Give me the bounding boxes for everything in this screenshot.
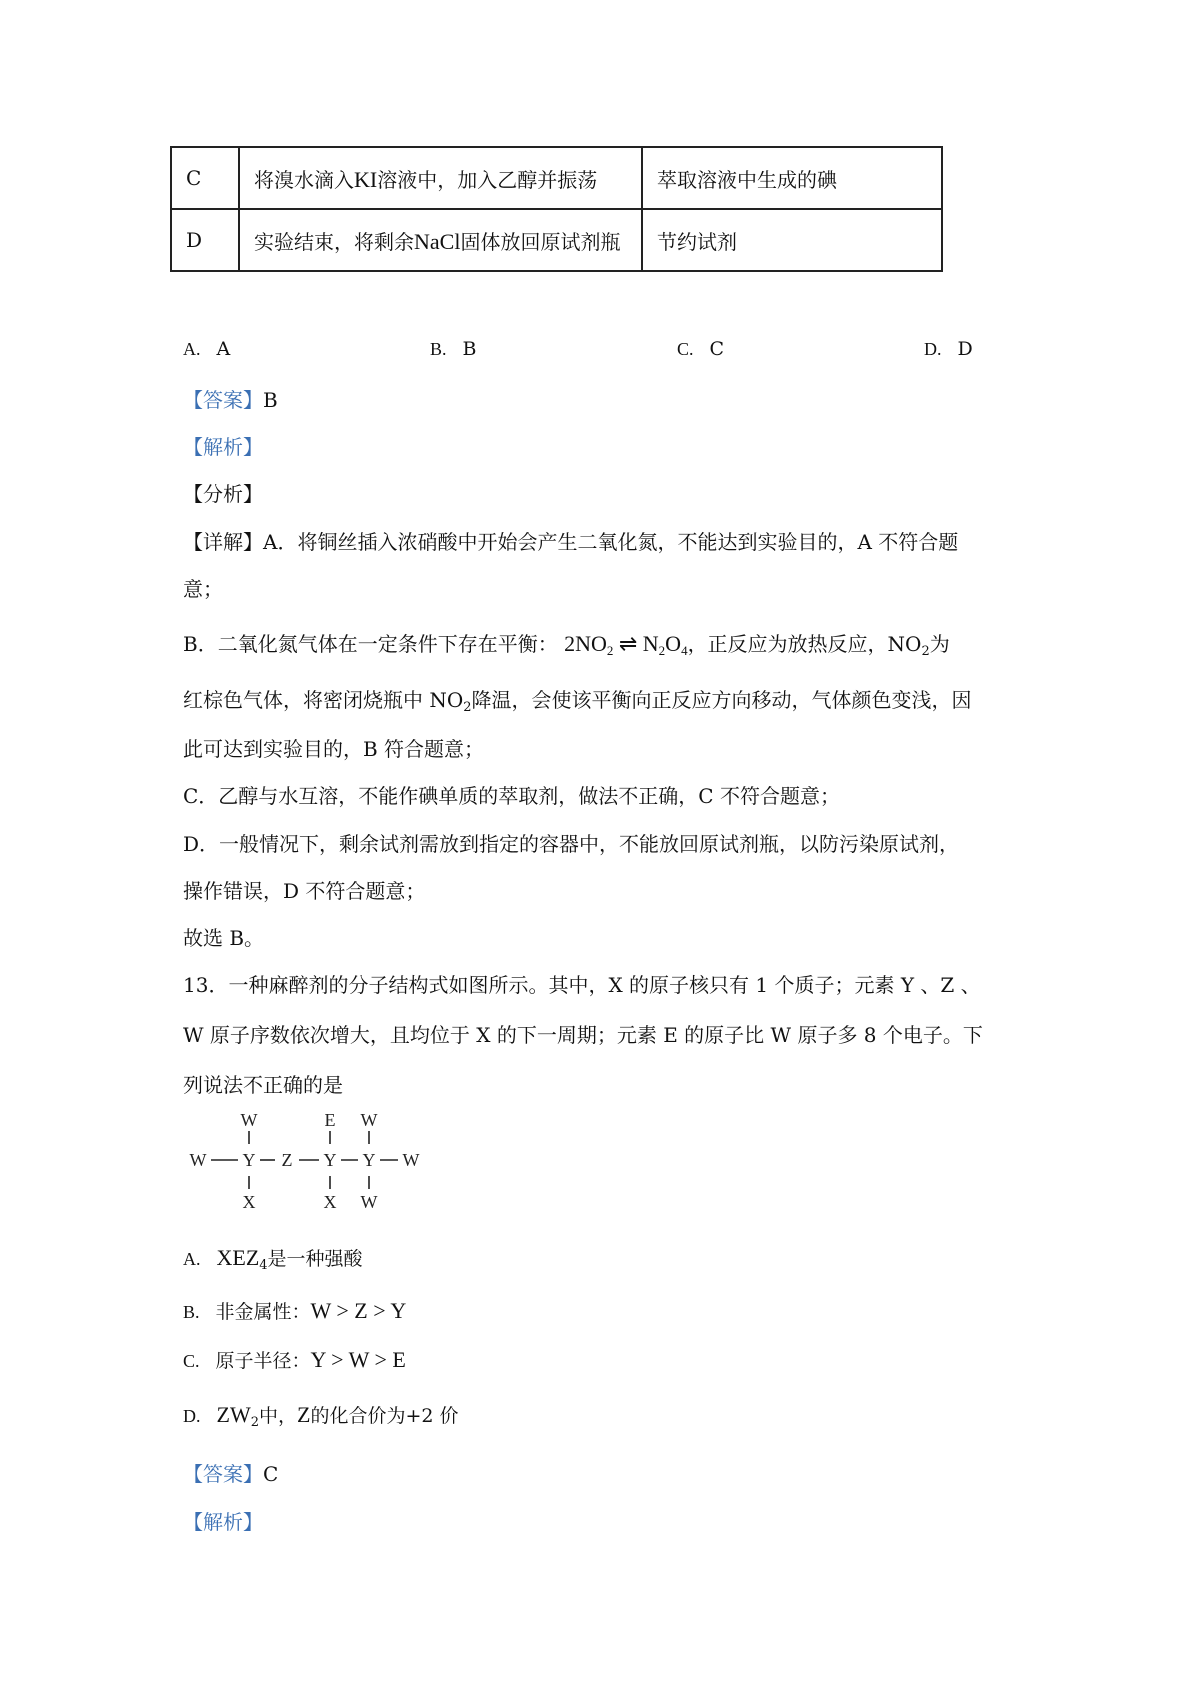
atom-x-bottom: X <box>323 1192 337 1212</box>
atom-y1: Y <box>242 1150 256 1170</box>
q13-choice-d: D. $ZW_2$中，Z的化合价为+2 价 <box>183 1402 459 1430</box>
detail-d-line1: D．一般情况下，剩余试剂需放到指定的容器中，不能放回原试剂瓶，以防污染原试剂， <box>183 832 960 856</box>
table-row <box>171 209 942 271</box>
options-table <box>170 146 943 272</box>
atom-x-bottom-left: X <box>242 1192 256 1212</box>
fenxi-tag: 【分析】 <box>183 482 263 506</box>
answer-tag: 【答案】 <box>183 1462 263 1486</box>
detail-b-line1: B．二氧化氮气体在一定条件下存在平衡： $2NO_2$ ⇌ $N_2O_4$，正反应为放热反应，$NO_2$为 <box>183 631 950 659</box>
row-operation: 实验结束，将剩余NaCl固体放回原试剂瓶 <box>239 209 642 271</box>
atom-y3: Y <box>362 1150 376 1170</box>
table-row <box>171 147 942 209</box>
choice-c: C. C <box>677 338 725 360</box>
answer-line <box>183 384 278 413</box>
equilibrium-equation: $2NO_2$ ⇌ $N_2O_4$ <box>564 631 688 658</box>
atom-z: Z <box>281 1150 293 1170</box>
detail-b-line3: 此可达到实验目的，B 符合题意； <box>183 737 485 761</box>
answer-value: B <box>263 388 278 412</box>
q13-answer-line <box>183 1458 278 1487</box>
answer-value: C <box>263 1462 279 1486</box>
choice-a: A. A <box>183 338 231 360</box>
detail-a-line1: 【详解】A．将铜丝插入浓硝酸中开始会产生二氧化氮，不能达到实验目的，A 不符合题 <box>183 530 959 554</box>
q13-choice-b: B. 非金属性：W > Z > Y <box>183 1298 407 1323</box>
equilibrium-arrow-icon: ⇌ <box>618 631 638 656</box>
row-label: D <box>171 209 239 271</box>
xiangjie-tag: 【详解】 <box>183 530 263 554</box>
q13-stem-line1: 13．一种麻醉剂的分子结构式如图所示。其中，X 的原子核只有 1 个质子；元素 Y 、Z 、 <box>183 973 981 997</box>
conclusion: 故选 B。 <box>183 926 265 950</box>
atom-w-right: W <box>402 1150 420 1170</box>
q13-stem-line2: W 原子序数依次增大，且均位于 X 的下一周期；元素 E 的原子比 W 原子多 8 个电子。下 <box>183 1023 983 1047</box>
row-purpose: 萃取溶液中生成的碘 <box>642 147 942 209</box>
q13-choice-a: A. $XEZ_4$是一种强酸 <box>183 1245 363 1273</box>
choice-d: D. D <box>924 338 973 360</box>
detail-a-line2: 意； <box>183 577 223 601</box>
q13-jiexi-tag: 【解析】 <box>183 1510 263 1534</box>
atom-e-top: E <box>324 1110 336 1130</box>
molecule-structure-diagram <box>188 1108 428 1228</box>
q13-choice-c: C. 原子半径：Y > W > E <box>183 1347 406 1372</box>
row-label: C <box>171 147 239 209</box>
detail-c-line: C．乙醇与水互溶，不能作碘单质的萃取剂，做法不正确，C 不符合题意； <box>183 784 840 808</box>
atom-w-top-right: W <box>360 1110 378 1130</box>
detail-b-line2: 红棕色气体，将密闭烧瓶中 $NO_2$降温，会使该平衡向正反应方向移动，气体颜色变浅，因 <box>183 688 972 715</box>
atom-w-bottom-right: W <box>360 1192 378 1212</box>
row-operation: 将溴水滴入KI溶液中，加入乙醇并振荡 <box>239 147 642 209</box>
atom-w-top-left: W <box>240 1110 258 1130</box>
atom-w-left: W <box>189 1150 207 1170</box>
answer-tag: 【答案】 <box>183 388 263 412</box>
choice-b: B. B <box>430 338 477 360</box>
atom-y2: Y <box>323 1150 337 1170</box>
jiexi-tag: 【解析】 <box>183 435 263 459</box>
detail-d-line2: 操作错误，D 不符合题意； <box>183 879 426 903</box>
row-purpose: 节约试剂 <box>642 209 942 271</box>
q13-stem-line3: 列说法不正确的是 <box>183 1073 343 1097</box>
